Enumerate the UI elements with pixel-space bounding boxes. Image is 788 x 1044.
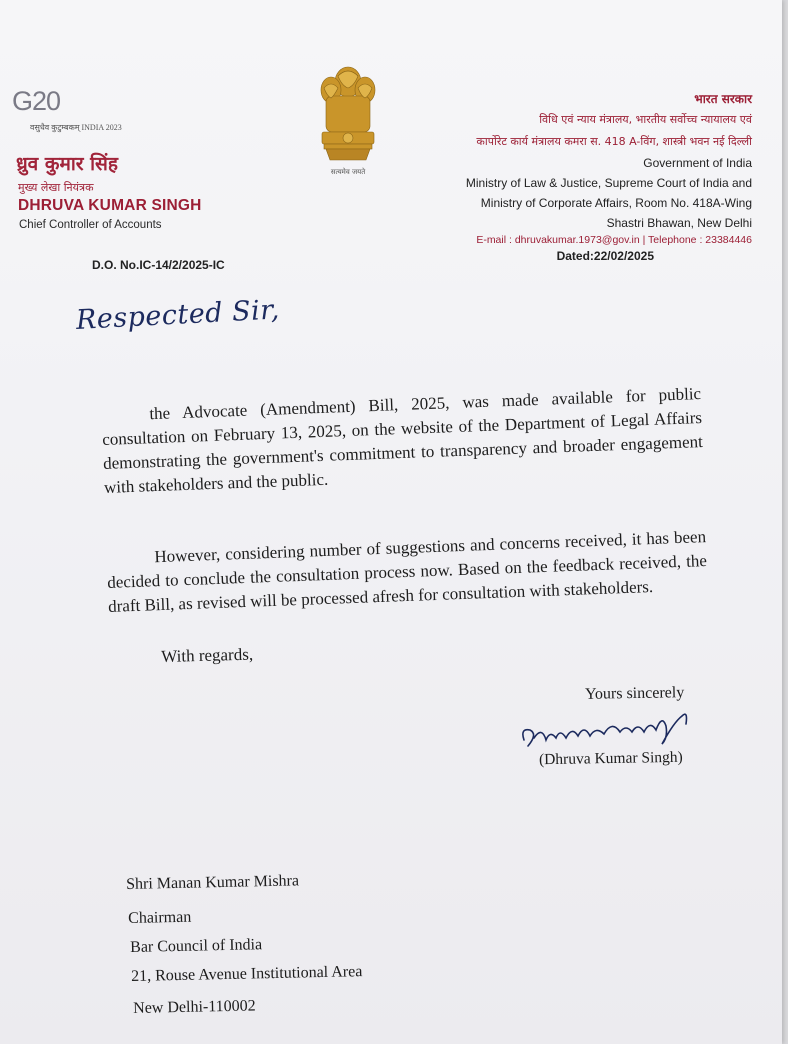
addressee-organization: Bar Council of India xyxy=(130,936,263,956)
signatory-name: (Dhruva Kumar Singh) xyxy=(538,748,683,769)
g20-logo-text: G20 xyxy=(12,86,61,116)
addressee-designation: Chairman xyxy=(128,908,192,927)
addressee-city: New Delhi-110002 xyxy=(133,997,256,1017)
g20-tagline: वसुधैव कुटुम्बकम् INDIA 2023 xyxy=(30,123,122,132)
contact-info: E-mail : dhruvakumar.1973@gov.in | Telephone : 23384446 xyxy=(476,234,752,246)
sender-designation-hindi: मुख्य लेखा नियंत्रक xyxy=(18,181,94,194)
national-emblem-icon xyxy=(312,60,384,178)
sender-designation-english: Chief Controller of Accounts xyxy=(19,219,162,231)
g20-logo xyxy=(12,86,60,117)
letter-date: Dated:22/02/2025 xyxy=(556,249,654,263)
salutation: Respected Sir, xyxy=(75,294,281,336)
regards: With regards, xyxy=(161,644,254,666)
header-right-line2: विधि एवं न्याय मंत्रालय, भारतीय सर्वोच्च न्यायालय एवं xyxy=(539,113,752,126)
header-right-line1: भारत सरकार xyxy=(694,92,752,106)
emblem-motto: सत्यमेव जयते xyxy=(330,168,366,176)
header-right-line3: कार्पोरेट कार्य मंत्रालय कमरा स. 418 A-विंग, शास्त्री भवन नई दिल्ली xyxy=(476,135,752,148)
header-right-line6: Ministry of Corporate Affairs, Room No. 418A-Wing xyxy=(480,196,752,210)
addressee-address: 21, Rouse Avenue Institutional Area xyxy=(131,963,363,985)
do-number: D.O. No.IC-14/2/2025-IC xyxy=(92,258,225,272)
header-right-line7: Shastri Bhawan, New Delhi xyxy=(606,216,752,230)
sender-name-english: DHRUVA KUMAR SINGH xyxy=(18,197,202,214)
body-paragraph-1: the Advocate (Amendment) Bill, 2025, was made available for public consultation on February 13, 2025, on the website of the Department of Legal Affairs demonstrating the government's commitment to transparency and broader engagement with stakeholders and the public. xyxy=(101,384,704,497)
body-paragraph-2: However, considering number of suggestions and concerns received, it has been decided to conclude the consultation process now. Based on the feedback received, the draft Bill, as revised will be processed afresh for consultation with stakeholders. xyxy=(106,527,708,616)
closing: Yours sincerely xyxy=(584,684,685,703)
sender-name-hindi: ध्रुव कुमार सिंह xyxy=(16,153,118,175)
signature-icon xyxy=(516,702,701,756)
header-right-line5: Ministry of Law & Justice, Supreme Court of India and xyxy=(465,176,752,190)
header-right-line4: Government of India xyxy=(643,156,752,170)
addressee-name: Shri Manan Kumar Mishra xyxy=(126,872,300,893)
